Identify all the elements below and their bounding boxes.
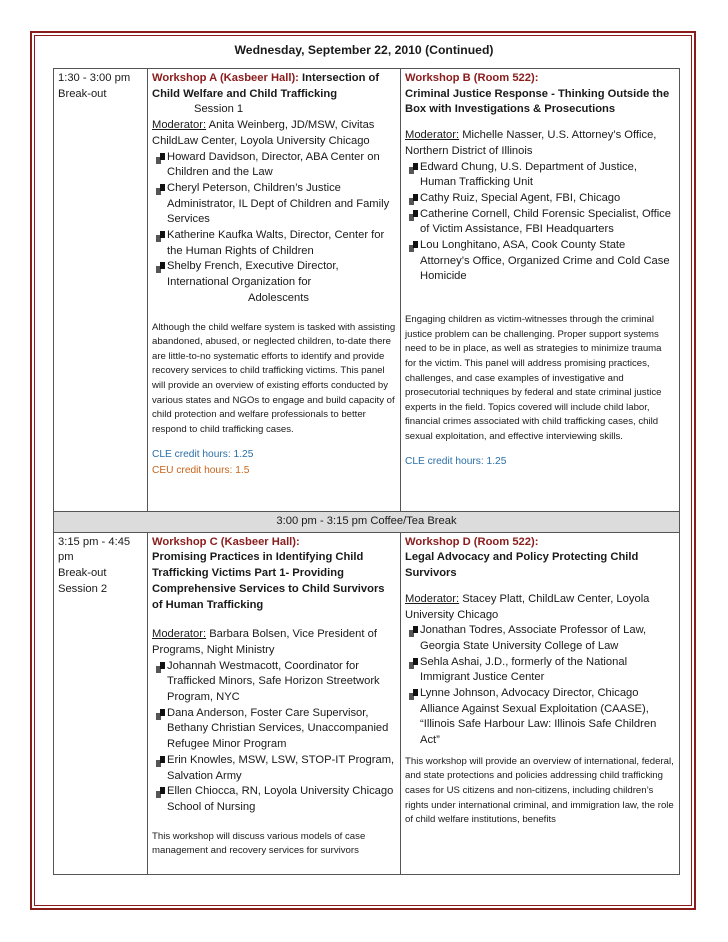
workshop-c-speaker: Ellen Chiocca, RN, Loyola University Chicago School of Nursing [167, 785, 394, 813]
workshop-d-moderator-label: Moderator: [405, 592, 460, 605]
list-item [152, 181, 396, 228]
session2-label: Break-out [58, 567, 107, 580]
workshop-a-session: Session 1 [194, 103, 244, 116]
page-title: Wednesday, September 22, 2010 (Continued) [234, 43, 494, 57]
workshop-a-moderator-label: Moderator: [152, 119, 207, 132]
workshop-d-speaker: Sehla Ashai, J.D., formerly of the National Immigrant Justice Center [420, 655, 628, 684]
schedule-table [53, 68, 680, 875]
workshop-d-description: This workshop will provide an overview of international, federal, and state protections and policies addressing child trafficking cases for US citizens and non-citizens, including children’s rights under international criminal, and immigration law, the role of child welfare institutions, benefits [405, 755, 674, 826]
workshop-a-moderator: Anita Weinberg, JD/MSW, Civitas ChildLaw Center, Loyola University Chicago [152, 119, 375, 147]
workshop-b-speaker-list [405, 160, 675, 286]
list-item [152, 228, 396, 259]
workshop-d-moderator: Stacey Platt, ChildLaw Center, Loyola University Chicago [405, 592, 650, 621]
session2-row [54, 532, 680, 874]
workshop-a-cle: CLE credit hours: 1.25 [152, 449, 254, 461]
square-bullet-icon [409, 689, 418, 700]
session2-time: 3:15 pm - 4:45 pm [58, 535, 131, 564]
workshop-a-description: Although the child welfare system is tasked with assisting abandoned, abused, or neglected children, to-date there are little-to-no systematic efforts to identify and provide recovery services to child trafficking victims. This panel will provide an overview of existing efforts conducted by various states and NGOs to engage and build capacity of child protection and welfare professionals to better respond to child trafficking cases. [152, 321, 396, 435]
workshop-d-cell [401, 532, 680, 874]
list-item [152, 753, 396, 784]
workshop-b-moderator: Michelle Nasser, U.S. Attorney’s Office, Northern District of Illinois [405, 129, 657, 157]
session2-session: Session 2 [58, 582, 108, 595]
break-row [54, 512, 680, 533]
list-item [152, 259, 396, 290]
workshop-a-title-first: Intersection of [302, 72, 380, 84]
session1-time-cell [54, 69, 148, 512]
list-item [405, 207, 675, 238]
list-item [405, 238, 675, 285]
workshop-b-speaker: Lou Longhitano, ASA, Cook County State Attorney’s Office, Organized Crime and Cold Case Homicide [420, 239, 670, 283]
workshop-a-heading: Workshop A (Kasbeer Hall): [152, 72, 299, 84]
workshop-c-speaker-list [152, 659, 396, 816]
square-bullet-icon [156, 756, 165, 767]
break-row-cell: 3:00 pm - 3:15 pm Coffee/Tea Break [54, 512, 680, 533]
workshop-a-speaker: Shelby French, Executive Director, International Organization for [167, 260, 339, 289]
list-item [405, 623, 675, 654]
square-bullet-icon [409, 626, 418, 637]
workshop-d-title: Legal Advocacy and Policy Protecting Child Survivors [405, 551, 639, 580]
workshop-d-speaker: Jonathan Todres, Associate Professor of Law, Georgia State University College of Law [420, 624, 647, 652]
square-bullet-icon [156, 709, 165, 720]
workshop-b-title: Criminal Justice Response - Thinking Outside the Box with Investigations & Prosecutions [405, 87, 670, 116]
workshop-c-heading: Workshop C (Kasbeer Hall): [152, 535, 300, 548]
square-bullet-icon [409, 163, 418, 174]
list-item [152, 659, 396, 706]
list-item [405, 191, 675, 207]
workshop-b-heading: Workshop B (Room 522): [405, 72, 539, 84]
workshop-a-speaker: Howard Davidson, Director, ABA Center on Children and the Law [167, 150, 380, 179]
workshop-b-cell [401, 69, 680, 512]
workshop-a-speaker-last-line: Adolescents [248, 291, 309, 304]
square-bullet-icon [409, 210, 418, 221]
workshop-b-description: Engaging children as victim-witnesses through the criminal justice problem can be challenging. Proper support systems need to be in place, as well as strategies to minimize trauma for the victim. This panel will address promising practices, challenges, and case examples of investigative and prosecutorial techniques by federal and state criminal justice experts in the field. Topics covered will include child labor, financial crimes associated with child trafficking cases, child sexual exploitation, and effective interviewing skills. [405, 314, 662, 442]
workshop-c-cell [148, 532, 401, 874]
workshop-c-title: Promising Practices in Identifying Child Trafficking Victims Part 1- Providing Comprehensive Services to Child Survivors of Human Trafficking [152, 551, 385, 611]
session1-row [54, 69, 680, 512]
square-bullet-icon [156, 231, 165, 242]
workshop-c-moderator: Barbara Bolsen, Vice President of Programs, Night Ministry [152, 628, 377, 656]
workshop-c-speaker: Dana Anderson, Foster Care Supervisor, Bethany Christian Services, Unaccompanied Refugee Minor Program [167, 706, 389, 751]
list-item [152, 706, 396, 753]
square-bullet-icon [409, 194, 418, 205]
workshop-d-speaker-list [405, 623, 675, 749]
square-bullet-icon [156, 184, 165, 195]
list-item [405, 686, 675, 749]
session2-time-cell [54, 532, 148, 874]
workshop-c-description: This workshop will discuss various models of case management and recovery services for survivors [152, 830, 366, 857]
workshop-b-cle: CLE credit hours: 1.25 [405, 456, 507, 468]
list-item [152, 784, 396, 815]
workshop-b-speaker: Cathy Ruiz, Special Agent, FBI, Chicago [420, 191, 621, 204]
square-bullet-icon [156, 787, 165, 798]
workshop-a-cell [148, 69, 401, 512]
list-item [152, 150, 396, 181]
workshop-a-speaker: Katherine Kaufka Walts, Director, Center for the Human Rights of Children [167, 229, 385, 257]
workshop-a-speaker-list [152, 150, 396, 291]
workshop-c-moderator-label: Moderator: [152, 628, 207, 641]
list-item [405, 655, 675, 686]
square-bullet-icon [156, 153, 165, 164]
workshop-a-speaker: Cheryl Peterson, Children’s Justice Administrator, IL Dept of Children and Family Services [167, 181, 390, 226]
list-item [405, 160, 675, 191]
workshop-d-speaker: Lynne Johnson, Advocacy Director, Chicago Alliance Against Sexual Exploitation (CAASE), “Illinois Safe Harbour Law: Illinois Safe Children Act” [420, 687, 657, 747]
workshop-b-speaker: Catherine Cornell, Child Forensic Specialist, Office of Victim Assistance, FBI Headquarters [420, 207, 671, 236]
square-bullet-icon [156, 262, 165, 273]
workshop-a-ceu: CEU credit hours: 1.5 [152, 465, 250, 476]
workshop-c-speaker: Johannah Westmacott, Coordinator for Trafficked Minors, Safe Horizon Streetwork Program, NYC [167, 659, 380, 704]
workshop-a-title-rest: Child Welfare and Child Trafficking [152, 87, 338, 100]
session1-time: 1:30 - 3:00 pm [58, 72, 131, 84]
workshop-d-heading: Workshop D (Room 522): [405, 535, 539, 548]
workshop-b-moderator-label: Moderator: [405, 129, 460, 142]
square-bullet-icon [409, 658, 418, 669]
square-bullet-icon [409, 241, 418, 252]
session1-label: Break-out [58, 87, 107, 100]
square-bullet-icon [156, 662, 165, 673]
workshop-b-speaker: Edward Chung, U.S. Department of Justice, Human Trafficking Unit [420, 160, 638, 189]
workshop-c-speaker: Erin Knowles, MSW, LSW, STOP-IT Program, Salvation Army [167, 753, 395, 782]
